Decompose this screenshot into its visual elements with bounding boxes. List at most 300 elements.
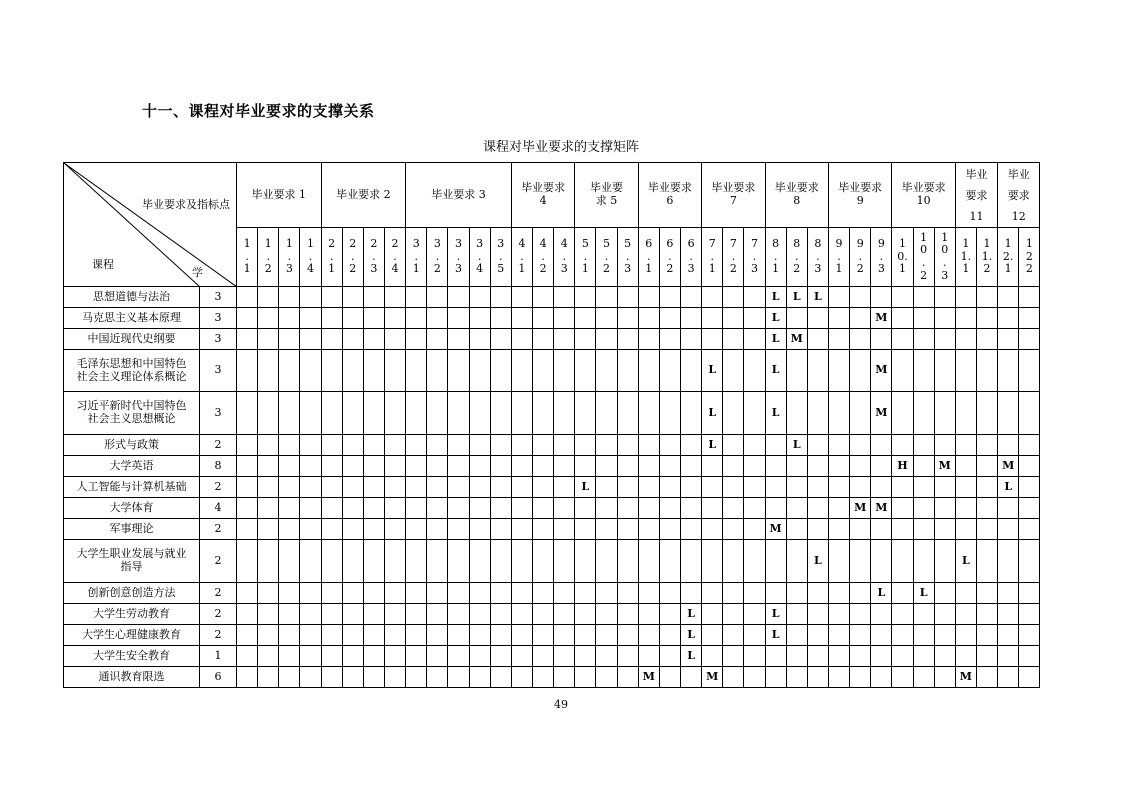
matrix-cell <box>659 604 680 625</box>
matrix-cell <box>575 604 596 625</box>
indicator-header <box>998 228 1019 287</box>
matrix-cell <box>469 308 490 329</box>
diagonal-header-cell <box>64 163 237 287</box>
matrix-cell <box>384 392 405 435</box>
indicator-part: 4 <box>476 262 484 276</box>
matrix-cell <box>511 329 532 350</box>
matrix-cell <box>913 435 934 456</box>
matrix-cell <box>279 456 300 477</box>
matrix-cell <box>384 329 405 350</box>
matrix-cell <box>723 329 744 350</box>
corner-label-credit: 学 <box>192 266 203 279</box>
matrix-cell <box>744 435 765 456</box>
matrix-cell <box>871 456 892 477</box>
indicator-header <box>617 228 638 287</box>
indicator-header <box>279 228 300 287</box>
matrix-cell <box>617 604 638 625</box>
course-name-line: 大学生心理健康教育 <box>82 627 181 641</box>
matrix-cell <box>913 646 934 667</box>
matrix-cell <box>406 477 427 498</box>
matrix-cell <box>575 308 596 329</box>
matrix-cell <box>342 392 363 435</box>
matrix-cell <box>363 646 384 667</box>
matrix-cell <box>321 583 342 604</box>
indicator-part: . <box>435 249 440 263</box>
indicator-part: 1 <box>581 262 589 276</box>
matrix-cell <box>659 498 680 519</box>
matrix-cell <box>300 498 321 519</box>
matrix-cell <box>384 350 405 392</box>
matrix-cell <box>427 350 448 392</box>
matrix-cell <box>681 329 702 350</box>
requirement-group-header <box>998 163 1040 228</box>
course-name-line: 人工智能与计算机基础 <box>76 479 187 493</box>
matrix-cell <box>934 392 955 435</box>
indicator-part: 7 <box>750 237 758 251</box>
matrix-cell <box>892 625 913 646</box>
matrix-cell <box>1019 540 1040 583</box>
matrix-cell <box>448 435 469 456</box>
matrix-cell <box>427 329 448 350</box>
matrix-cell <box>300 519 321 540</box>
matrix-cell <box>955 287 976 308</box>
indicator-header <box>321 228 342 287</box>
matrix-cell <box>934 329 955 350</box>
matrix-cell <box>490 540 511 583</box>
matrix-cell <box>765 667 786 688</box>
indicator-header <box>448 228 469 287</box>
diagonal-line-secondary <box>64 163 200 287</box>
matrix-cell <box>511 583 532 604</box>
matrix-cell <box>638 287 659 308</box>
matrix-cell <box>976 350 997 392</box>
matrix-cell <box>448 287 469 308</box>
matrix-cell <box>237 329 258 350</box>
matrix-cell <box>723 583 744 604</box>
indicator-header <box>533 228 554 287</box>
requirement-group-line: 毕业要求 <box>711 181 756 195</box>
indicator-part: . <box>266 249 270 263</box>
indicator-part: . <box>773 249 778 263</box>
matrix-cell <box>258 604 279 625</box>
matrix-cell <box>554 540 575 583</box>
matrix-cell <box>533 329 554 350</box>
matrix-cell <box>448 625 469 646</box>
matrix-cell <box>427 646 448 667</box>
requirement-group-header <box>321 163 406 228</box>
indicator-part: 8 <box>793 237 801 251</box>
matrix-cell <box>427 498 448 519</box>
matrix-cell <box>807 456 828 477</box>
matrix-cell <box>363 498 384 519</box>
matrix-cell <box>596 308 617 329</box>
matrix-cell <box>279 667 300 688</box>
matrix-cell <box>892 329 913 350</box>
matrix-cell <box>723 625 744 646</box>
matrix-cell <box>258 456 279 477</box>
indicator-part: 9 <box>856 237 864 251</box>
indicator-part: 1. <box>960 249 972 263</box>
matrix-cell <box>850 477 871 498</box>
matrix-cell <box>807 625 828 646</box>
matrix-cell <box>1019 308 1040 329</box>
indicator-part: . <box>562 249 566 263</box>
indicator-part: . <box>583 249 588 263</box>
matrix-cell <box>321 625 342 646</box>
matrix-cell <box>871 519 892 540</box>
indicator-part: . <box>329 249 334 263</box>
indicator-part: 2 <box>729 262 737 276</box>
support-level-mark: L <box>765 350 786 392</box>
matrix-cell <box>237 350 258 392</box>
indicator-header <box>659 228 680 287</box>
matrix-cell <box>976 329 997 350</box>
matrix-cell <box>702 625 723 646</box>
matrix-cell <box>533 604 554 625</box>
matrix-cell <box>955 519 976 540</box>
indicator-part: 1 <box>962 237 970 251</box>
matrix-cell <box>363 519 384 540</box>
indicator-part: 2 <box>370 237 378 251</box>
matrix-cell <box>828 540 849 583</box>
indicator-part: 2 <box>983 262 991 276</box>
matrix-cell <box>744 667 765 688</box>
matrix-cell <box>554 625 575 646</box>
matrix-cell <box>469 646 490 667</box>
matrix-cell <box>998 435 1019 456</box>
matrix-cell <box>490 498 511 519</box>
indicator-part: 8 <box>772 237 780 251</box>
matrix-cell <box>617 519 638 540</box>
requirement-group-line: 12 <box>1011 209 1026 223</box>
indicator-part: . <box>795 249 799 263</box>
indicator-header <box>511 228 532 287</box>
matrix-cell <box>828 287 849 308</box>
matrix-cell <box>490 625 511 646</box>
course-name <box>64 477 200 498</box>
table-row <box>64 308 1040 329</box>
matrix-cell <box>554 583 575 604</box>
matrix-cell <box>892 287 913 308</box>
matrix-cell <box>575 329 596 350</box>
matrix-cell <box>702 646 723 667</box>
matrix-cell <box>554 287 575 308</box>
matrix-cell <box>384 667 405 688</box>
support-level-mark: L <box>765 604 786 625</box>
matrix-cell <box>681 667 702 688</box>
matrix-cell <box>490 329 511 350</box>
matrix-cell <box>998 287 1019 308</box>
requirement-group-header <box>237 163 322 228</box>
course-name <box>64 435 200 456</box>
indicator-part: 3 <box>285 262 293 276</box>
matrix-cell <box>342 435 363 456</box>
course-credit: 4 <box>200 498 237 519</box>
matrix-cell <box>490 519 511 540</box>
matrix-cell <box>723 392 744 435</box>
requirement-group-header <box>955 163 997 228</box>
indicator-part: 4 <box>560 237 568 251</box>
indicator-part: . <box>668 249 672 263</box>
matrix-cell <box>342 498 363 519</box>
matrix-cell <box>406 350 427 392</box>
requirement-group-header <box>892 163 955 228</box>
indicator-part: 2 <box>1025 249 1033 263</box>
course-name-line: 军事理论 <box>109 521 154 535</box>
matrix-cell <box>363 329 384 350</box>
course-credit: 3 <box>200 308 237 329</box>
matrix-cell <box>976 308 997 329</box>
matrix-cell <box>617 329 638 350</box>
indicator-header <box>384 228 405 287</box>
matrix-cell <box>702 583 723 604</box>
matrix-cell <box>596 583 617 604</box>
matrix-cell <box>807 350 828 392</box>
matrix-cell <box>1019 583 1040 604</box>
matrix-cell <box>955 477 976 498</box>
course-credit: 2 <box>200 519 237 540</box>
indicator-part: 2. <box>1002 249 1014 263</box>
matrix-cell <box>850 308 871 329</box>
matrix-cell <box>955 604 976 625</box>
indicator-part: 1 <box>898 237 906 251</box>
matrix-cell <box>237 519 258 540</box>
matrix-cell <box>321 646 342 667</box>
support-level-mark: L <box>681 625 702 646</box>
course-name <box>64 540 200 583</box>
table-row <box>64 667 1040 688</box>
matrix-cell <box>976 498 997 519</box>
matrix-cell <box>490 604 511 625</box>
matrix-cell <box>681 519 702 540</box>
matrix-cell <box>638 477 659 498</box>
matrix-cell <box>913 540 934 583</box>
indicator-part: . <box>943 256 947 269</box>
matrix-cell <box>554 308 575 329</box>
matrix-cell <box>702 287 723 308</box>
matrix-cell <box>955 498 976 519</box>
matrix-cell <box>998 540 1019 583</box>
course-credit: 2 <box>200 583 237 604</box>
indicator-header <box>786 228 807 287</box>
matrix-cell <box>406 667 427 688</box>
table-row <box>64 498 1040 519</box>
indicator-part: 1 <box>708 262 716 276</box>
matrix-cell <box>1019 477 1040 498</box>
matrix-cell <box>300 329 321 350</box>
matrix-cell <box>406 583 427 604</box>
matrix-cell <box>638 350 659 392</box>
course-credit: 2 <box>200 604 237 625</box>
matrix-cell <box>913 604 934 625</box>
indicator-part: . <box>625 249 630 263</box>
matrix-cell <box>533 287 554 308</box>
indicator-header <box>702 228 723 287</box>
matrix-cell <box>384 456 405 477</box>
support-level-mark: L <box>807 287 828 308</box>
matrix-cell <box>744 646 765 667</box>
matrix-cell <box>237 498 258 519</box>
course-name <box>64 604 200 625</box>
matrix-cell <box>934 583 955 604</box>
matrix-cell <box>279 308 300 329</box>
matrix-cell <box>363 456 384 477</box>
indicator-part: 9 <box>877 237 885 251</box>
matrix-cell <box>892 646 913 667</box>
indicator-part: 1 <box>898 262 906 276</box>
matrix-cell <box>300 435 321 456</box>
matrix-cell <box>554 498 575 519</box>
matrix-cell <box>998 308 1019 329</box>
indicator-part: 9 <box>835 237 843 251</box>
matrix-cell <box>384 540 405 583</box>
indicator-part: . <box>837 249 841 263</box>
matrix-cell <box>955 625 976 646</box>
matrix-cell <box>406 519 427 540</box>
matrix-cell <box>807 667 828 688</box>
support-level-mark: L <box>786 435 807 456</box>
matrix-cell <box>575 392 596 435</box>
table-row <box>64 456 1040 477</box>
indicator-part: 3 <box>687 262 695 276</box>
indicator-part: 1 <box>962 262 970 276</box>
requirement-group-header <box>702 163 765 228</box>
requirement-group-line: 毕业要求 <box>838 181 883 195</box>
indicator-part: 3 <box>877 262 885 276</box>
matrix-cell <box>850 646 871 667</box>
matrix-cell <box>892 350 913 392</box>
requirement-group-line: 毕业要求 <box>647 181 692 195</box>
support-level-mark: M <box>934 456 955 477</box>
matrix-cell <box>427 435 448 456</box>
requirement-group-line: 毕业要求 <box>521 181 566 195</box>
support-level-mark: L <box>765 287 786 308</box>
matrix-cell <box>533 540 554 583</box>
matrix-cell <box>702 477 723 498</box>
matrix-cell <box>237 287 258 308</box>
support-level-mark: L <box>786 287 807 308</box>
matrix-cell <box>744 329 765 350</box>
matrix-cell <box>659 519 680 540</box>
matrix-cell <box>617 625 638 646</box>
matrix-cell <box>955 350 976 392</box>
requirement-group-line: 要求 <box>965 188 988 202</box>
matrix-cell <box>342 287 363 308</box>
matrix-cell <box>913 519 934 540</box>
indicator-header <box>300 228 321 287</box>
indicator-part: 3 <box>750 262 758 276</box>
indicator-part: 0. <box>897 249 908 263</box>
matrix-cell <box>681 477 702 498</box>
matrix-cell <box>342 625 363 646</box>
requirement-group-line: 毕业要求 <box>774 181 819 195</box>
indicator-header <box>892 228 913 287</box>
matrix-cell <box>702 456 723 477</box>
matrix-cell <box>807 392 828 435</box>
indicator-part: 1 <box>1004 237 1012 251</box>
matrix-cell <box>469 498 490 519</box>
matrix-cell <box>490 477 511 498</box>
indicator-header <box>363 228 384 287</box>
matrix-cell <box>427 667 448 688</box>
matrix-cell <box>427 308 448 329</box>
indicator-part: . <box>245 249 249 263</box>
matrix-cell <box>321 667 342 688</box>
indicator-part: 3 <box>497 237 505 251</box>
matrix-cell <box>955 646 976 667</box>
indicator-part: 4 <box>391 262 399 276</box>
matrix-cell <box>786 646 807 667</box>
indicator-header <box>596 228 617 287</box>
table-row <box>64 392 1040 435</box>
matrix-cell <box>871 646 892 667</box>
support-level-mark: L <box>575 477 596 498</box>
indicator-part: 1 <box>941 230 949 244</box>
matrix-cell <box>554 604 575 625</box>
matrix-cell <box>871 435 892 456</box>
matrix-cell <box>300 583 321 604</box>
matrix-cell <box>807 583 828 604</box>
matrix-cell <box>321 329 342 350</box>
matrix-cell <box>744 287 765 308</box>
matrix-cell <box>533 477 554 498</box>
matrix-cell <box>976 456 997 477</box>
matrix-cell <box>1019 625 1040 646</box>
matrix-cell <box>976 519 997 540</box>
matrix-cell <box>955 456 976 477</box>
matrix-cell <box>976 583 997 604</box>
matrix-cell <box>279 435 300 456</box>
course-credit: 8 <box>200 456 237 477</box>
matrix-cell <box>596 604 617 625</box>
matrix-cell <box>744 540 765 583</box>
matrix-cell <box>744 456 765 477</box>
matrix-cell <box>321 540 342 583</box>
course-name-line: 习近平新时代中国特色 <box>76 399 187 413</box>
matrix-cell <box>638 646 659 667</box>
page-number: 49 <box>554 698 568 711</box>
matrix-cell <box>828 435 849 456</box>
matrix-cell <box>258 435 279 456</box>
matrix-cell <box>913 498 934 519</box>
support-level-mark: M <box>638 667 659 688</box>
matrix-cell <box>448 540 469 583</box>
support-matrix-table <box>63 162 1040 688</box>
requirement-group-header <box>765 163 828 228</box>
matrix-cell <box>363 287 384 308</box>
matrix-cell <box>427 540 448 583</box>
course-name <box>64 392 200 435</box>
matrix-cell <box>279 350 300 392</box>
indicator-part: 6 <box>666 237 674 251</box>
matrix-cell <box>786 477 807 498</box>
matrix-cell <box>913 477 934 498</box>
matrix-cell <box>469 519 490 540</box>
matrix-cell <box>258 308 279 329</box>
matrix-cell <box>659 646 680 667</box>
course-name-line: 中国近现代史纲要 <box>87 331 176 345</box>
matrix-cell <box>511 477 532 498</box>
indicator-part: 4 <box>539 237 547 251</box>
indicator-part: 2 <box>602 262 610 276</box>
indicator-header <box>237 228 258 287</box>
matrix-cell <box>723 604 744 625</box>
matrix-cell <box>998 625 1019 646</box>
matrix-cell <box>998 350 1019 392</box>
requirement-group-line: 求 5 <box>595 194 618 207</box>
matrix-cell <box>723 350 744 392</box>
matrix-cell <box>765 498 786 519</box>
